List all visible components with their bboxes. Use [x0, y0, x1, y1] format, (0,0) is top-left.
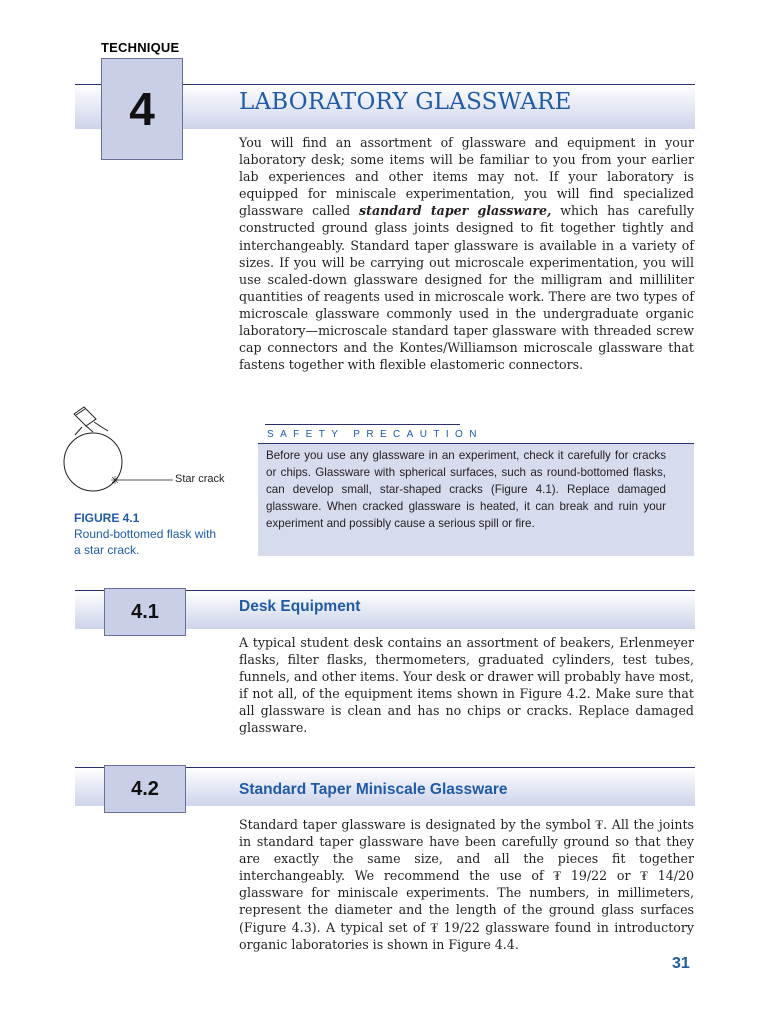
intro-paragraph — [239, 134, 694, 373]
intro-emphasis: standard taper glassware, — [359, 203, 552, 219]
section-4-2-paragraph: Standard taper glassware is designated by the symbol ₮. All the joints in standard taper glassware have been carefully ground so that they are exactly the same size, and all the pieces fit together interchangeably. We recommend the use of ₮ 19/22 or ₮ 14/20 glassware for miniscale experiments. The numbers, in millimeters, represent the diameter and the length of the ground glass surfaces (Figure 4.3). A typical set of ₮ 19/22 glassware found in introductory organic laboratories is shown in Figure 4.4. — [239, 817, 694, 952]
technique-number: 4 — [129, 83, 155, 135]
safety-text: Before you use any glassware in an experiment, check it carefully for cracks or chips. Glassware with spherical surfaces, such as round-bottomed flasks, can develop small, star-shaped cracks (Figure 4.1). Replace damaged glassware. When cracked glassware is heated, it can break and ruin your experiment and possibly cause a serious spill or fire. — [266, 449, 666, 530]
safety-heading-rule — [265, 424, 460, 425]
section-4-1-number: 4.1 — [131, 600, 159, 623]
round-bottomed-flask-figure — [60, 400, 175, 500]
technique-label: TECHNIQUE — [101, 40, 180, 55]
star-crack-label: Star crack — [175, 473, 225, 485]
section-4-2-number: 4.2 — [131, 777, 159, 800]
chapter-title: LABORATORY GLASSWARE — [239, 89, 572, 115]
technique-number-box — [101, 58, 183, 160]
section-4-2-number-box — [104, 765, 186, 813]
safety-heading: SAFETY PRECAUTION — [267, 429, 483, 440]
page-number: 31 — [672, 955, 690, 972]
section-4-1-paragraph: A typical student desk contains an assortment of beakers, Erlenmeyer flasks, filter flasks, thermometers, graduated cylinders, test tubes, funnels, and other items. Your desk or drawer will probably have most, if not all, of the equipment items shown in Figure 4.2. Make sure that all glassware is clean and has no chips or cracks. Replace damaged glassware. — [239, 635, 694, 736]
section-4-1-number-box — [104, 588, 186, 636]
section-4-2-title: Standard Taper Miniscale Glassware — [239, 781, 508, 798]
figure-label: FIGURE 4.1 — [74, 511, 140, 525]
section-4-1-title: Desk Equipment — [239, 598, 361, 615]
intro-text-end: which has carefully constructed ground glass joints designed to fit together tightly and interchangeably. Standard taper glassware is available in a variety of sizes. If you will be carrying out microscale experimentation, you will use scaled-down glassware designed for the milligram and milliliter quantities of reagents used in microscale work. There are two types of microscale glassware commonly used in the undergraduate organic laboratory—microscale standard taper glassware with threaded screw cap connectors and the Kontes/Williamson microscale glassware that fastens together with flexible elastomeric connectors. — [239, 203, 694, 373]
intro-text-start: You will find an assortment of glassware and equipment in your laboratory desk; some items will be familiar to you from your earlier lab experiences and other items may not. If your laboratory is equipped for miniscale experimentation, you will find specialized glassware called — [239, 135, 694, 219]
figure-caption: Round-bottomed flask with a star crack. — [74, 527, 217, 557]
